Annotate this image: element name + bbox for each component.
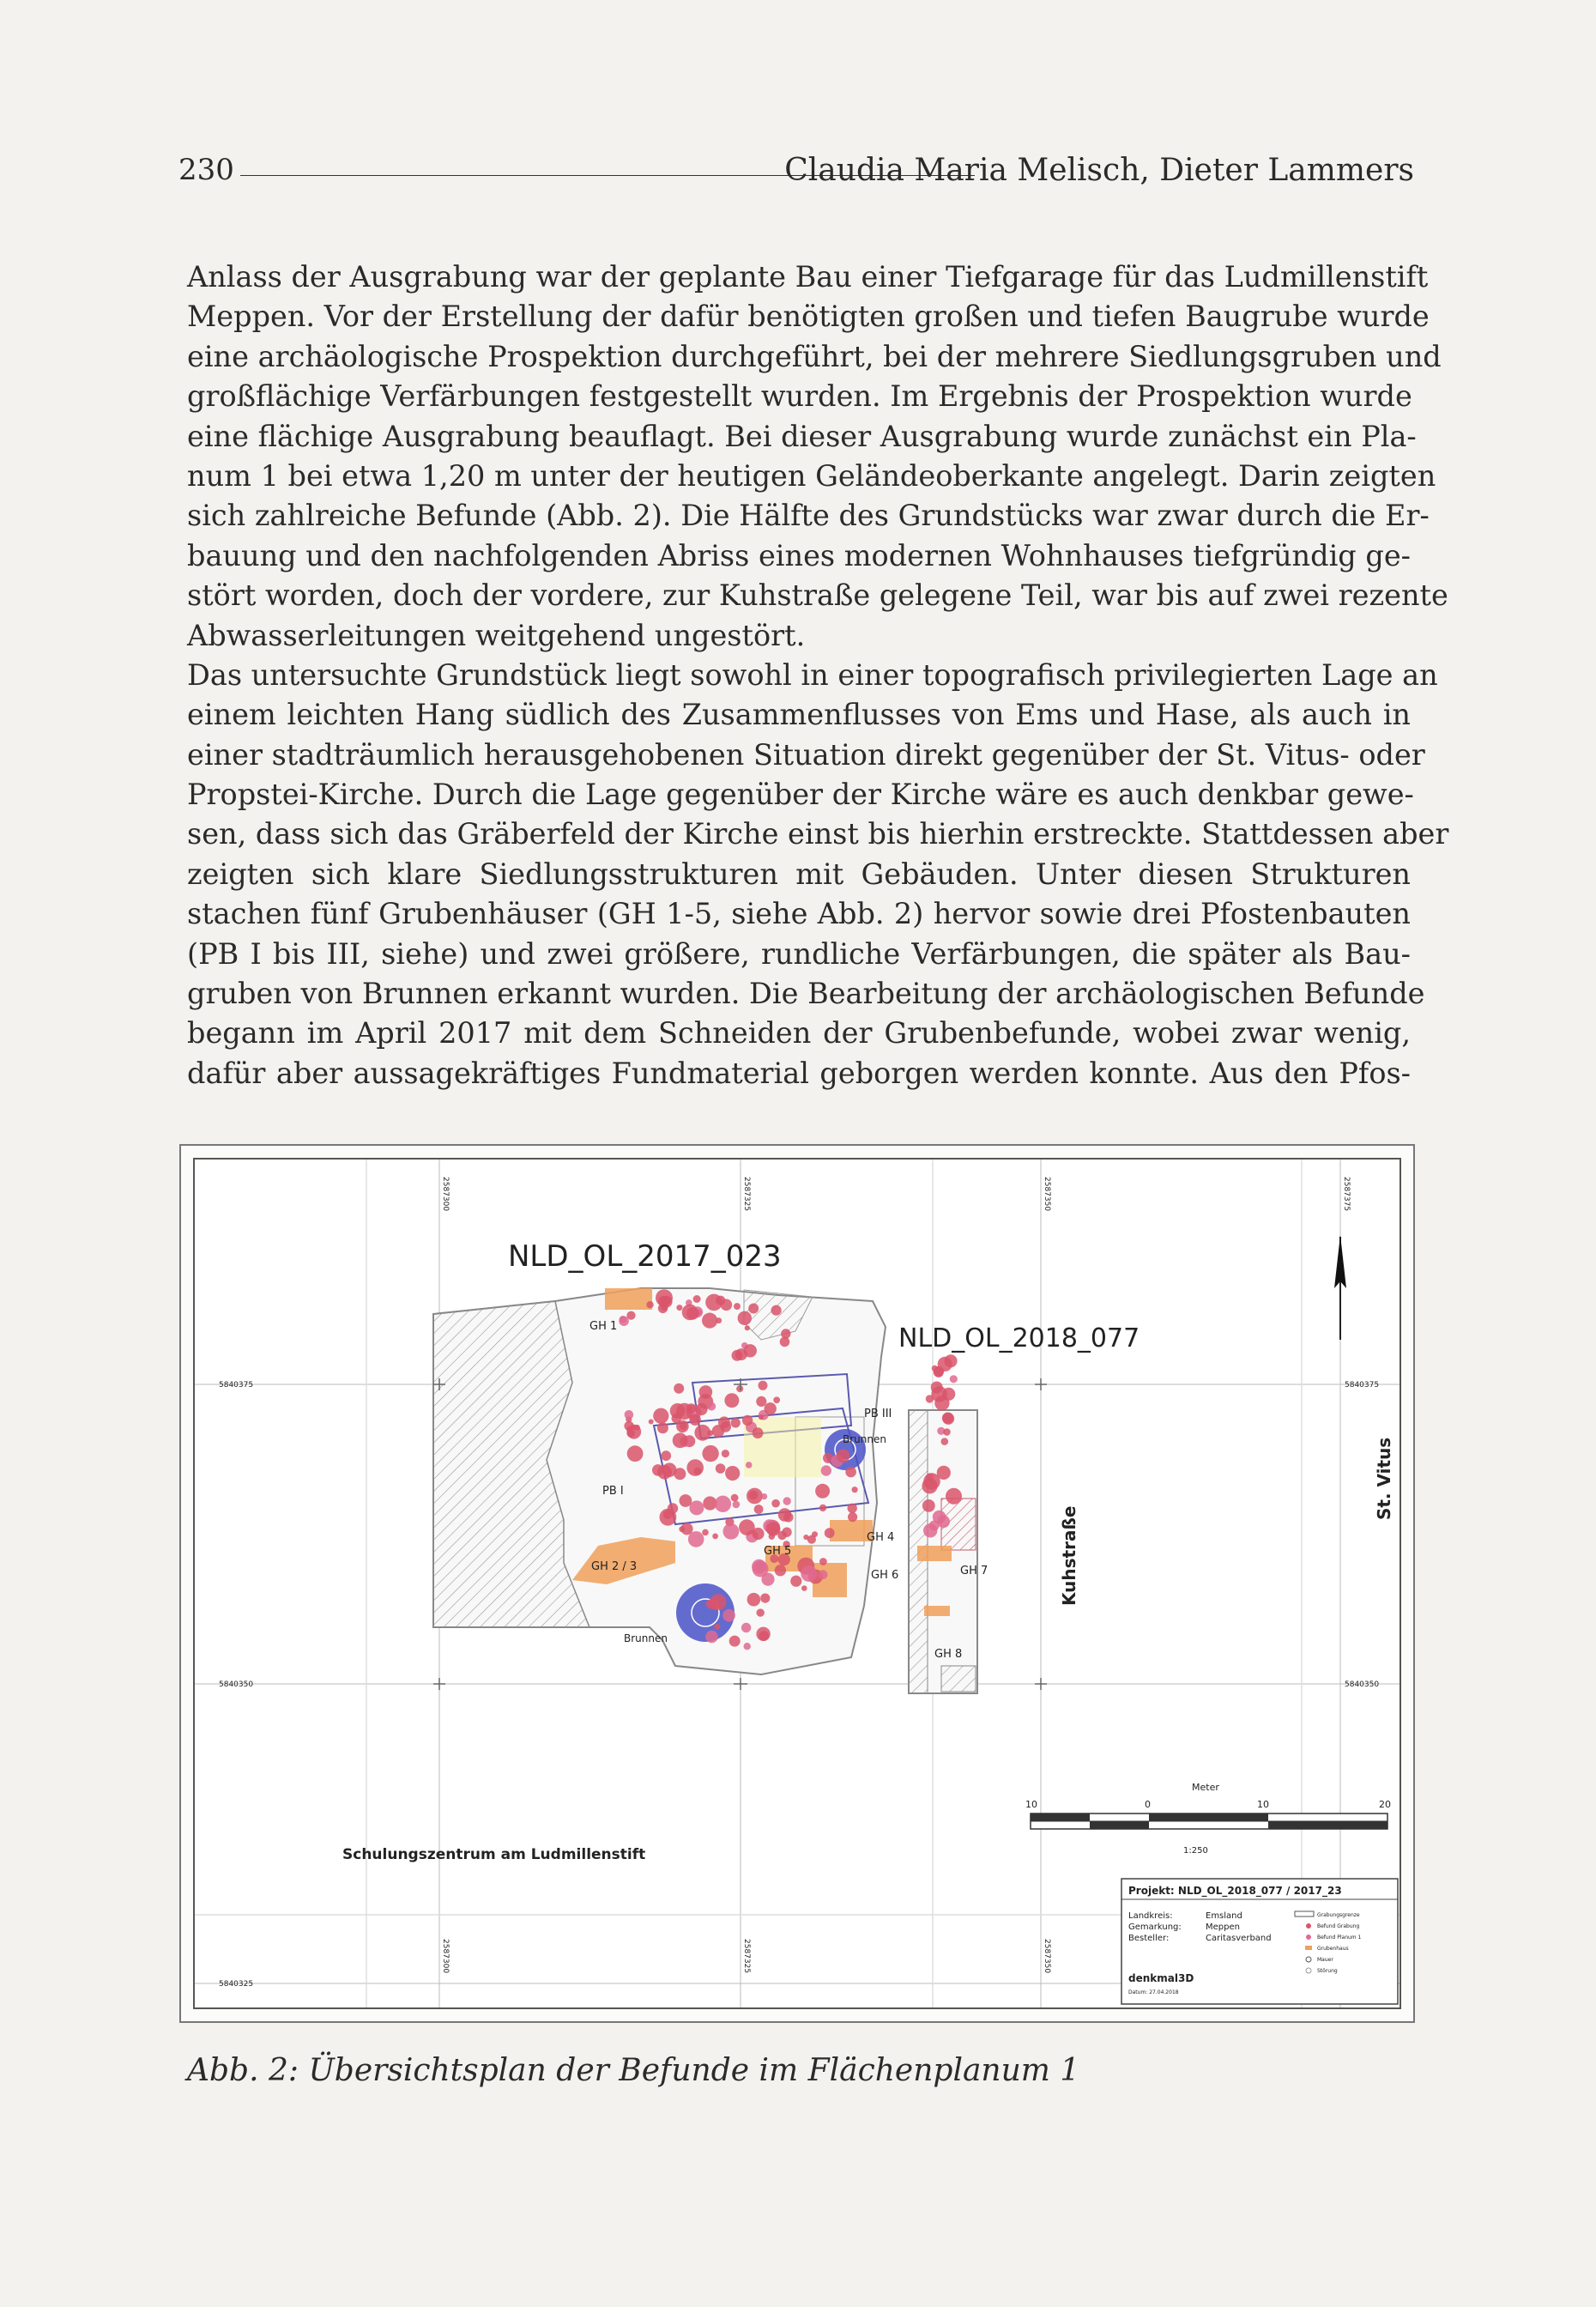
grid-label-top: 2587375 <box>1342 1177 1351 1212</box>
befund-dot <box>756 1396 766 1407</box>
befund-dot <box>723 1523 740 1540</box>
befund-dot <box>705 1294 722 1311</box>
label-gh23: GH 2 / 3 <box>591 1560 638 1573</box>
befund-dot <box>676 1305 682 1311</box>
befund-dot <box>771 1499 780 1508</box>
befund-dot <box>941 1438 949 1445</box>
befund-dot <box>757 1608 765 1616</box>
grid-label-left: 5840325 <box>219 1980 254 1989</box>
scale-bar <box>1025 1782 1391 1856</box>
befund-dot <box>676 1403 692 1420</box>
befund-dot <box>753 1427 764 1438</box>
label-gh7: GH 7 <box>960 1565 988 1577</box>
befund-dot <box>702 1529 709 1536</box>
befund-dot <box>759 1414 764 1420</box>
befund-dot <box>745 1325 750 1330</box>
befund-dot <box>766 1522 780 1535</box>
befund-dot <box>707 1430 713 1436</box>
befund-dot <box>781 1329 790 1338</box>
text-line: sich zahlreiche Befunde (Abb. 2). Die Hälfte des Grundstücks war zwar durch die Er- <box>187 499 1430 533</box>
legend-symbol-label: Grabungsgrenze <box>1317 1912 1360 1918</box>
befund-dot <box>848 1504 857 1513</box>
legend-project: Projekt: NLD_OL_2018_077 / 2017_23 <box>1128 1885 1342 1897</box>
befund-dot <box>661 1303 668 1311</box>
befund-dot <box>744 1318 749 1323</box>
befund-dot <box>748 1304 759 1314</box>
text-line: großflächige Verfärbungen festgestellt wurden. Im Ergebnis der Prospektion wurde <box>187 379 1412 414</box>
label-pb1: PB I <box>602 1485 624 1498</box>
befund-dot <box>731 1494 739 1502</box>
befund-dot <box>733 1501 741 1509</box>
befund-dot <box>731 1418 741 1427</box>
legend-symbol-label: Störung <box>1317 1968 1338 1974</box>
befund-dot <box>765 1402 777 1414</box>
label-brunnen-2: Brunnen <box>624 1632 668 1644</box>
befund-dot <box>944 1354 957 1367</box>
befund-dot <box>718 1416 730 1428</box>
grid-label-top: 2587325 <box>742 1177 751 1212</box>
befund-dot <box>707 1402 716 1411</box>
befund-dot <box>619 1316 629 1326</box>
befund-dot <box>722 1450 729 1457</box>
befund-dot <box>946 1488 962 1505</box>
befund-dot <box>929 1521 940 1531</box>
text-line: gruben von Brunnen erkannt wurden. Die Bearbeitung der archäologischen Befunde <box>187 977 1425 1011</box>
befund-dot <box>801 1565 817 1582</box>
grid-label-top: 2587300 <box>441 1177 450 1212</box>
befund-dot <box>657 1422 668 1433</box>
scale-tick: 10 <box>1025 1799 1037 1810</box>
befund-dot <box>744 1344 757 1357</box>
befund-dot <box>673 1432 688 1448</box>
label-pb3: PB III <box>864 1408 892 1420</box>
text-line: (PB I bis III, siehe) und zwei größere, rundliche Verfärbungen, die später als Bau- <box>187 936 1411 971</box>
text-line: einer stadträumlich herausgehobenen Situation direkt gegenüber der St. Vitus- oder <box>187 737 1425 772</box>
befund-dot <box>627 1445 644 1462</box>
befund-dot <box>625 1410 634 1420</box>
befund-dot <box>819 1505 826 1511</box>
befund-dot <box>760 1594 770 1603</box>
befund-dot <box>646 1301 653 1308</box>
befund-dot <box>712 1534 718 1540</box>
befund-dot <box>715 1496 731 1512</box>
site-label-2018: NLD_OL_2018_077 <box>898 1323 1140 1353</box>
text-line: einem leichten Hang südlich des Zusammenflusses von Ems und Hase, als auch in <box>187 698 1411 732</box>
befund-dot <box>821 1465 831 1475</box>
befund-dot <box>943 1428 951 1436</box>
befund-dot <box>801 1585 807 1591</box>
befund-dot <box>721 1299 733 1311</box>
befund-dot <box>744 1643 751 1650</box>
befund-dot <box>783 1497 791 1505</box>
text-line: Meppen. Vor der Erstellung der dafür benötigten großen und tiefen Baugrube wurde <box>187 300 1430 334</box>
befund-dot <box>756 1627 770 1641</box>
befund-dot <box>931 1382 943 1394</box>
legend-symbol-label: Befund Planum 1 <box>1317 1935 1362 1941</box>
befund-dot <box>759 1381 768 1390</box>
befund-dot <box>771 1305 782 1316</box>
grid-label-bottom: 2587350 <box>1043 1939 1051 1974</box>
grid-label-top: 2587350 <box>1043 1177 1051 1212</box>
scale-ratio: 1:250 <box>1183 1846 1208 1856</box>
text-line: begann im April 2017 mit dem Schneiden der Grubenbefunde, wobei zwar wenig, <box>187 1016 1411 1051</box>
site-plan-svg <box>195 1160 1400 2007</box>
befund-dot <box>674 1468 686 1480</box>
legend-key: Landkreis: <box>1128 1911 1173 1921</box>
site-label-2017: NLD_OL_2017_023 <box>508 1239 782 1274</box>
label-gh1: GH 1 <box>589 1320 618 1333</box>
befund-dot <box>937 1466 951 1480</box>
befund-dot <box>689 1500 704 1515</box>
map-bottom-label: Schulungszentrum am Ludmillenstift <box>342 1846 646 1863</box>
befund-dot <box>922 1478 937 1493</box>
befund-dot <box>695 1403 707 1415</box>
figure-frame <box>179 1144 1415 2023</box>
befund-dot <box>819 1570 828 1579</box>
befund-dot <box>752 1528 764 1540</box>
legend-symbol-label: Befund Grabung <box>1317 1923 1360 1929</box>
befund-dot <box>761 1493 767 1499</box>
text-line: Anlass der Ausgrabung war der geplante Bau einer Tiefgarage für das Ludmillenstift <box>187 260 1429 294</box>
befund-dot <box>634 1425 640 1431</box>
legend-box <box>1121 1879 1398 2004</box>
scale-tick: 0 <box>1145 1799 1151 1810</box>
befund-dot <box>803 1535 808 1540</box>
befund-dot <box>702 1313 717 1329</box>
running-header <box>178 146 1414 197</box>
befund-dot <box>783 1512 794 1523</box>
scale-tick: 20 <box>1379 1799 1391 1810</box>
text-line: Das untersuchte Grundstück liegt sowohl in einer topografisch privilegierten Lage an <box>187 657 1438 692</box>
befund-dot <box>736 1385 743 1392</box>
text-line: sen, dass sich das Gräberfeld der Kirche einst bis hierhin erstreckte. Stattdessen aber <box>187 817 1449 851</box>
legend-symbol-label: Grubenhaus <box>1317 1946 1349 1952</box>
befund-dot <box>747 1593 761 1607</box>
befund-dot <box>661 1450 671 1461</box>
page-number: 230 <box>178 153 234 187</box>
befund-dot <box>686 1459 704 1476</box>
legend-value: Caritasverband <box>1206 1934 1272 1943</box>
north-arrow <box>1334 1235 1346 1340</box>
befund-dot <box>688 1531 704 1547</box>
running-authors: Claudia Maria Melisch, Dieter Lammers <box>784 153 1414 188</box>
befund-dot <box>653 1408 668 1424</box>
befund-dot <box>741 1623 751 1632</box>
befund-dot <box>790 1576 801 1587</box>
befund-dot <box>753 1561 769 1577</box>
befund-dot <box>837 1450 850 1463</box>
legend-date: Datum: 27.04.2018 <box>1128 1989 1179 1995</box>
befund-dot <box>725 1466 740 1480</box>
befund-dot <box>754 1505 764 1514</box>
befund-dot <box>729 1636 741 1647</box>
befund-dot <box>950 1375 958 1383</box>
befund-dot <box>668 1503 678 1513</box>
grid-label-bottom: 2587300 <box>441 1939 450 1974</box>
befund-dot <box>716 1463 726 1474</box>
befund-dot <box>934 1367 944 1378</box>
label-gh6: GH 6 <box>871 1569 899 1582</box>
befund-dot <box>819 1558 827 1565</box>
befund-dot <box>852 1487 858 1493</box>
befund-dot <box>747 1488 763 1505</box>
befund-dot <box>674 1384 684 1394</box>
grid-label-left: 5840350 <box>219 1680 254 1689</box>
befund-dot <box>734 1303 741 1310</box>
text-line: dafür aber aussagekräftiges Fundmaterial geborgen werden konnte. Aus den Pfos- <box>187 1056 1411 1090</box>
text-line: stört worden, doch der vordere, zur Kuhstraße gelegene Teil, war bis auf zwei rezente <box>187 578 1448 613</box>
legend-value: Emsland <box>1206 1911 1242 1921</box>
label-brunnen-1: Brunnen <box>843 1433 886 1445</box>
befund-dot <box>652 1464 664 1476</box>
befund-dot <box>627 1429 636 1438</box>
befund-dot <box>815 1484 830 1499</box>
befund-dot <box>746 1462 753 1468</box>
label-gh8: GH 8 <box>934 1648 963 1661</box>
scale-tick: 10 <box>1257 1799 1269 1810</box>
befund-dot <box>922 1499 935 1512</box>
text-line: num 1 bei etwa 1,20 m unter der heutigen Geländeoberkante angelegt. Darin zeigten <box>187 458 1436 493</box>
grid-label-bottom: 2587325 <box>742 1939 751 1974</box>
befund-dot <box>825 1528 835 1538</box>
befund-dot <box>775 1565 786 1576</box>
excavation-area-2017 <box>433 1288 886 1674</box>
befund-dot <box>926 1395 934 1402</box>
text-line: eine archäologische Prospektion durchgeführt, bei der mehrere Siedlungsgruben und <box>187 339 1442 373</box>
befund-dot <box>705 1631 718 1644</box>
befund-dot <box>686 1307 699 1320</box>
text-line: bauung und den nachfolgenden Abriss eines modernen Wohnhauses tiefgründig ge- <box>187 538 1411 572</box>
befund-dot <box>680 1422 687 1430</box>
text-line: zeigten sich klare Siedlungsstrukturen mit Gebäuden. Unter diesen Strukturen <box>187 857 1411 891</box>
legend-value: Meppen <box>1206 1922 1240 1932</box>
scale-unit: Meter <box>1192 1782 1219 1793</box>
befund-dot <box>812 1531 818 1537</box>
text-line: stachen fünf Grubenhäuser (GH 1-5, siehe Abb. 2) hervor sowie drei Pfostenbauten <box>187 897 1411 931</box>
befund-dot <box>845 1467 856 1478</box>
label-gh4: GH 4 <box>867 1531 895 1544</box>
legend-symbol-label: Mauer <box>1317 1957 1333 1963</box>
befund-dot <box>714 1624 720 1630</box>
figure-caption: Abb. 2: Übersichtsplan der Befunde im Flächenplanum 1 <box>187 2053 1080 2088</box>
befund-dot <box>693 1295 701 1303</box>
befund-dot <box>702 1445 718 1462</box>
body-text <box>187 257 1449 1093</box>
grid-label-left: 5840375 <box>219 1381 254 1390</box>
befund-dot <box>724 1393 739 1408</box>
legend-company: denkmal3D <box>1128 1972 1194 1984</box>
grid-label-right: 5840375 <box>1345 1381 1380 1390</box>
grid-label-right: 5840350 <box>1345 1680 1380 1689</box>
legend-key: Besteller: <box>1128 1934 1170 1943</box>
befund-dot <box>709 1599 719 1609</box>
befund-dot <box>742 1415 753 1426</box>
befund-dot <box>942 1413 954 1425</box>
site-plan-map <box>193 1158 1401 2009</box>
befund-dot <box>722 1609 735 1622</box>
befund-dot <box>773 1396 780 1403</box>
befund-dot <box>649 1420 654 1425</box>
befund-dot <box>848 1512 857 1522</box>
legend-key: Gemarkung: <box>1128 1922 1182 1932</box>
label-gh5: GH 5 <box>764 1545 792 1558</box>
street-label: Kuhstraße <box>1059 1505 1079 1606</box>
text-line: Abwasserleitungen weitgehend ungestört. <box>187 618 806 652</box>
church-label: St. Vitus <box>1374 1437 1394 1520</box>
text-line: eine flächige Ausgrabung beauflagt. Bei dieser Ausgrabung wurde zunächst ein Pla- <box>187 419 1417 453</box>
text-line: Propstei-Kirche. Durch die Lage gegenüber der Kirche wäre es auch denkbar gewe- <box>187 778 1414 812</box>
befund-dot <box>699 1385 713 1399</box>
